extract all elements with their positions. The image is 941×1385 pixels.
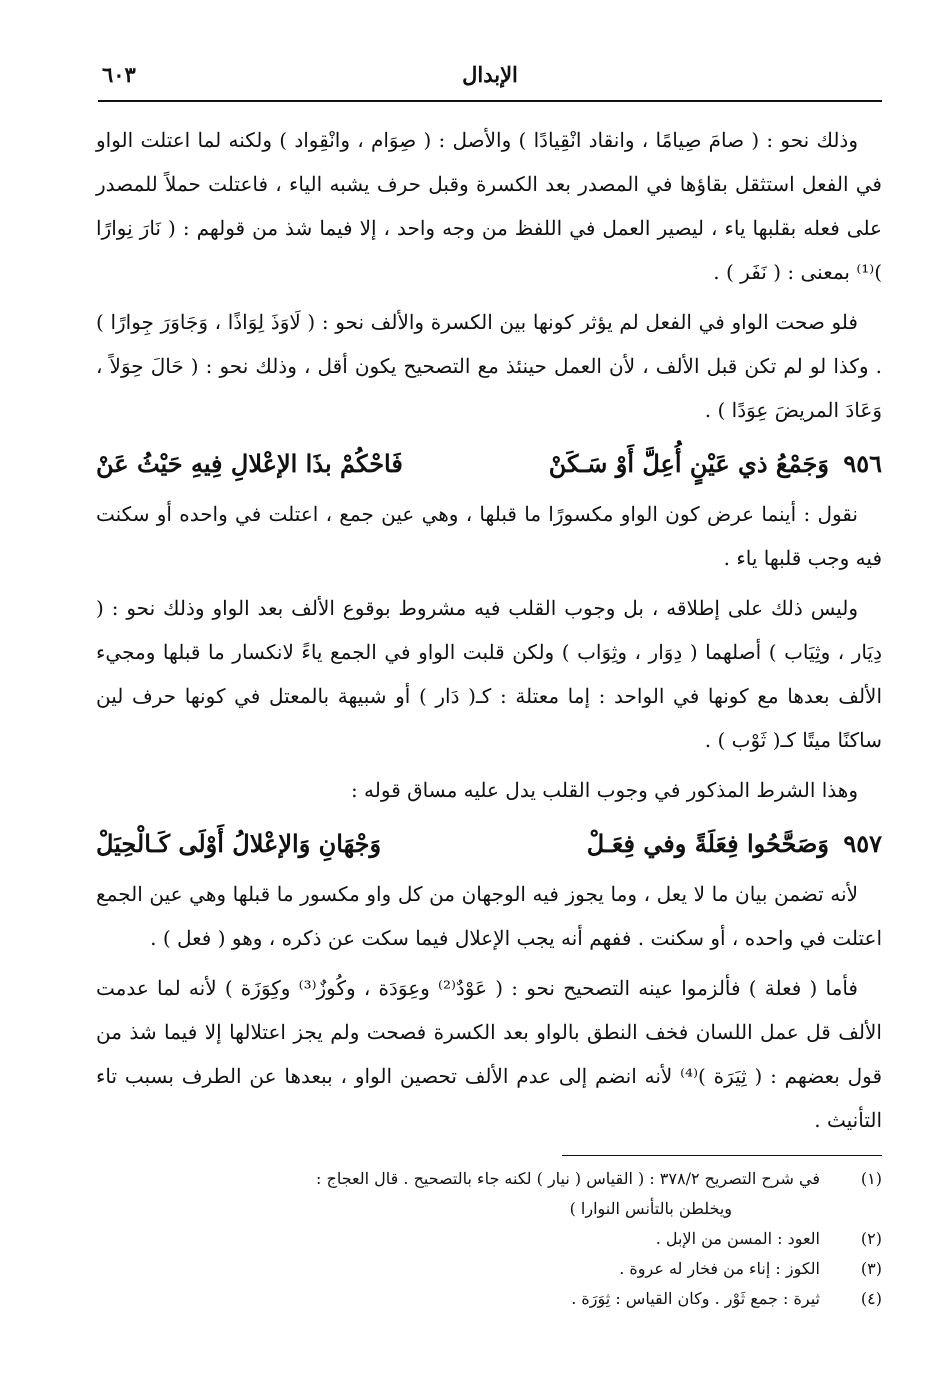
- footnote-text: في شرح التصريح ٣٧٨/٢ : ( القياس ( نيار ) لكنه جاء بالتصحيح . قال العجاج :: [316, 1169, 820, 1188]
- paragraph: وليس ذلك على إطلاقه ، بل وجوب القلب فيه مشروط بوقوع الألف بعد الواو وذلك نحو : ( دِيَار ، وثِيَاب ) أصلهما ( دِوَار ، وثِوَاب ) ولكن قلبت الواو في الجمع ياءً لانكسار ما قبلها ومجيء الألف بعدها مع كونها في الواحد : إما معتلة : كـ( دَار ) أو شبيهة بالمعتل في كونها حرف لين ساكنًا ميتًا كـ( ثَوْب ) .: [96, 596, 882, 752]
- footnote-number: (٢): [860, 1229, 882, 1248]
- chapter-title: الإبدال: [462, 62, 518, 87]
- verse-second-hemistich: فَاحْكُمْ بذَا الإعْلالِ فِيهِ حَيْثُ عَنْ: [96, 449, 403, 478]
- footnote-separator: [562, 1155, 882, 1156]
- verse-957: [96, 818, 882, 870]
- footnote-number: (٤): [860, 1289, 882, 1308]
- footnotes: [96, 1164, 882, 1314]
- footnote-number: (١): [860, 1169, 882, 1188]
- header-rule: [98, 100, 882, 102]
- page-body: [96, 118, 882, 1148]
- paragraph: لأنه تضمن بيان ما لا يعل ، وما يجوز فيه الوجهان من كل واو مكسور ما قبلها وهي عين الجمع اعتلت في واحده ، أو سكنت . ففهم أنه يجب الإعلال فيما سكت عن ذكره ، وهو ( فعل ) .: [96, 882, 882, 950]
- footnote-verse-line: ويخلطن بالتأنس النوارا ): [569, 1199, 732, 1218]
- verse-956: [96, 438, 882, 490]
- footnote-number: (٣): [860, 1259, 882, 1278]
- verse-first-hemistich: [587, 818, 882, 870]
- paragraph: نقول : أينما عرض كون الواو مكسورًا ما قبلها ، وهي عين جمع ، اعتلت في واحده أو سكنت فيه وجب قلبها ياء .: [96, 502, 882, 570]
- footnote: [96, 1164, 882, 1194]
- verse-number: ٩٥٦: [843, 449, 882, 478]
- paragraph: فأما ( فعلة ) فألزموا عينه التصحيح نحو : ( عَوْدٌ⁽²⁾ وعِوَدَة ، وكُوزٌ⁽³⁾ وكِوَزَة ) لأنه لما عدمت الألف قل عمل اللسان فخف النطق بالواو بعد الكسرة فصحت ولم يجز اعتلالها إلا فيما شذ من قول بعضهم : ( ثِيَرَة )⁽⁴⁾ لأنه انضم إلى عدم الألف تحصين الواو ، ببعدها عن الطرف بسبب تاء التأنيث .: [96, 976, 883, 1132]
- footnote-text: ثيرة : جمع ثَوْر . وكان القياس : ثِوَرَة .: [571, 1289, 820, 1308]
- verse-second-hemistich: وَجْهَانِ وَالإعْلالُ أَوْلَى كَـالْحِيَلْ: [96, 829, 382, 858]
- verse-number: ٩٥٧: [843, 829, 882, 858]
- verse-first-text: وَجَمْعُ ذي عَيْنٍ أُعِلَّ أَوْ سَـكَنْ: [548, 449, 829, 478]
- footnote-text: العود : المسن من الإبل .: [655, 1229, 820, 1248]
- paragraph: فلو صحت الواو في الفعل لم يؤثر كونها بين الكسرة والألف نحو : ( لَاوَذَ لِوَاذًا ، وَجَاوَرَ جِوارًا ) . وكذا لو لم تكن قبل الألف ، لأن العمل حينئذ مع التصحيح يكون أقل ، وذلك نحو : ( حَالَ حِوَلاً ، وَعَادَ المريضَ عِوَدًا ) .: [96, 310, 882, 422]
- footnote-text: الكوز : إناء من فخار له عروة .: [619, 1259, 820, 1278]
- footnote: [96, 1224, 882, 1254]
- running-header: [98, 58, 882, 102]
- page-number: ٦٠٣: [102, 62, 136, 87]
- paragraph: وهذا الشرط المذكور في وجوب القلب يدل عليه مساق قوله :: [350, 778, 858, 802]
- verse-first-text: وَصَحَّحُوا فِعَلَةً وفي فِعَـلْ: [586, 829, 829, 858]
- footnote: [96, 1254, 882, 1284]
- paragraph: وذلك نحو : ( صامَ صِيامًا ، وانقاد انْقِيادًا ) والأصل : ( صِوَام ، وانْقِواد ) ولكنه لما اعتلت الواو في الفعل استثقل بقاؤها في المصدر بعد الكسرة وقبل حرف يشبه الياء ، فاعتلت حملاً للمصدر على فعله بقلبها ياء ، ليصير العمل في اللفظ من وجه واحد ، إلا فيما شذ من قولهم : ( نَارَ نِوارًا )⁽¹⁾ بمعنى : ( نَفَر ) .: [96, 128, 882, 284]
- verse-first-hemistich: [549, 438, 882, 490]
- footnote: [96, 1284, 882, 1314]
